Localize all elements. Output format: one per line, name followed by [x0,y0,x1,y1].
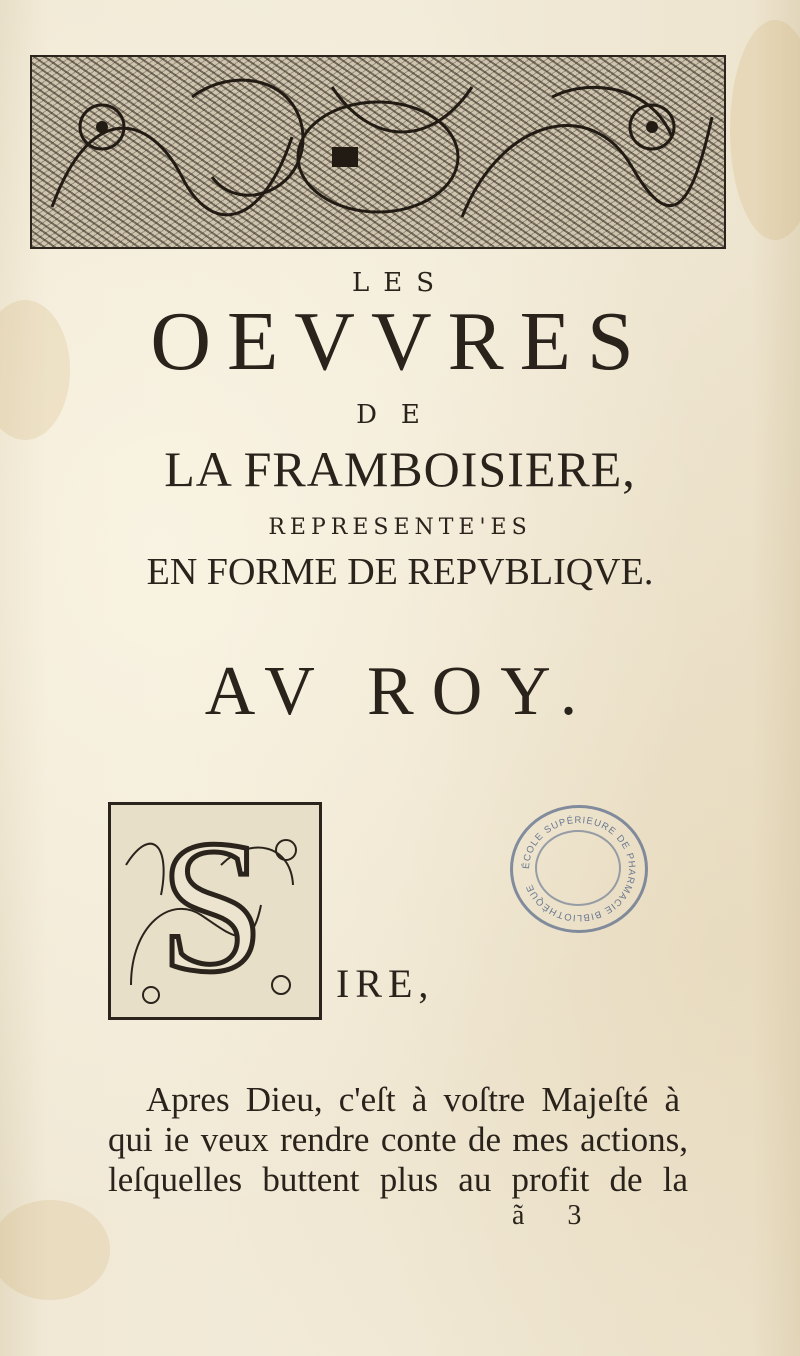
title-author: LA FRAMBOISIERE, [164,441,636,497]
title-form: EN FORME DE REPVBLIQVE. [146,551,654,593]
body-line-1: Apres Dieu, c'eſt à voſtre Majeſté à [146,1080,680,1119]
paper-stain [730,20,800,240]
paper-stain [0,1200,110,1300]
dedication-heading: AV ROY. [204,653,596,730]
title-les: LES [351,268,449,298]
body-line-3: leſquelles buttent plus au profit de la [108,1160,688,1199]
headpiece-engraving [32,57,724,247]
body-line-2: qui ie veux rendre conte de mes actions, [108,1120,688,1159]
title-de: DE [356,400,444,430]
title-oeuvres: OEVVRES [150,295,650,388]
initial-engraving [111,805,313,1011]
stamp-text: ÉCOLE SUPÉRIEURE DE PHARMACIE BIBLIOTHÈQUE [520,814,638,924]
initial-letter: S [159,805,265,1011]
salutation: IRE, [336,961,435,1006]
library-stamp [510,805,648,933]
stamp-inner-ring [535,830,621,906]
title-represented: REPRESENTE'ES [268,515,532,540]
decorated-initial-s [108,802,322,1020]
ornamental-headpiece [30,55,726,249]
signature-mark: ã 3 [512,1200,600,1231]
